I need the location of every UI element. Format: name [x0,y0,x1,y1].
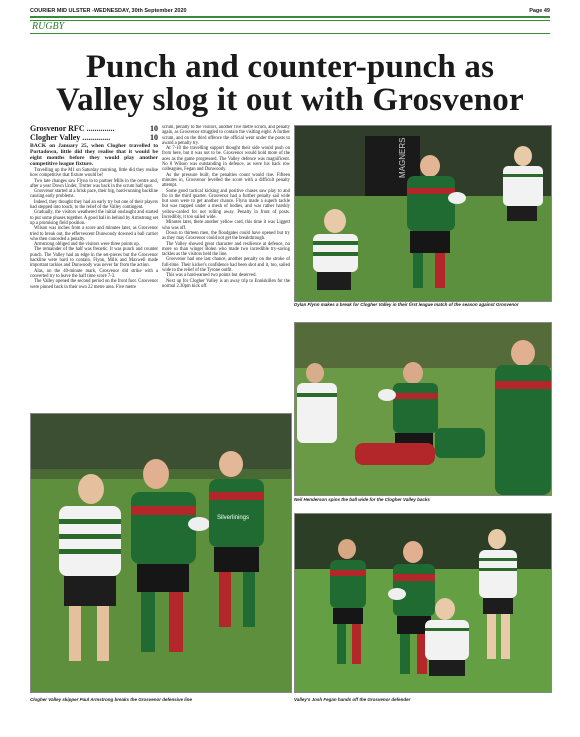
article-lead: BACK on January 25, when Clogher travelled to Portadown, little did they realise that it would be eight months before they would play another competitive league fixture. [30,143,158,167]
article-paragraph: This was a hard-earned two points but deserved. [166,273,257,279]
section-banner [30,20,550,34]
article-paragraph: Grosvenor started at a brisk pace, their big, hard-running backline causing early problems. [30,189,158,200]
article-paragraph: As the pressure built, the penalties count would rise. Fifteen minutes in, Grosvenor levelled the score with a difficult penalty attempt. [162,172,290,189]
photo-henderson-pass [294,322,552,496]
publication-date: COURIER MID ULSTER -WEDNESDAY, 30th September 2020 [30,8,187,14]
caption-flynn: Dylan Flynn makes a break for Clogher Valley in their first league match of the season against Grosvenor [294,302,519,307]
caption-fegan: Valley's Josh Fegan hands off the Grosvenor defender [294,697,411,702]
photo-fegan-handoff-image [295,514,551,692]
article-paragraph: scrum, penalty to the visitors, another five metre scrum, and penalty again, as Grosvenor struggled to contain the visiting eight. A further scrum, and on the third offence the official went under the posts to award a penalty try. [162,125,290,146]
photo-fegan-handoff [294,513,552,693]
article-paragraph: Armstrong obliged and the visitors were three points up. [34,242,140,248]
article-paragraph: Wilson was inches from a score and minutes later, as Grosvenor tried to break out, the effervescent Dunwoody downed a ball carrier who then conceded a penalty. [30,226,158,242]
shirt-sponsor-text: Silverlinings [217,515,250,521]
article-paragraph: The Valley showed great character and resilience at defence, no more so than winger Bolen who made two incredible try-saving tackles as the visitors held the line. [162,241,290,258]
article-paragraph: Minutes later, there another yellow card, this time it was Liggett who was off. [162,220,290,231]
page-header [30,6,550,16]
article-paragraph: Two late changes saw Flynn in to partner Mills in the centre and, after a year Down Under, Trotter was back in the scrum half spot. [30,178,158,189]
article-paragraph: Gradually, the visitors weathered the initial onslaught and started to put some phases together. A good ball in behind by Armstrong set up a promising field position. [30,210,158,226]
caption-armstrong: Clogher Valley skipper Paul Armstrong breaks the Grosvenor defensive line [30,697,192,702]
away-score: 10 [150,132,158,142]
photo-flynn-break-image [295,126,551,301]
article-column-1 [30,143,158,413]
article-paragraph: The Valley opened the second period on the front foot. Grosvenor were pinned back in their own 22 metre area. Five metre [30,279,158,290]
header-rule [30,16,550,18]
score-box [30,125,158,142]
caption-henderson: Neil Henderson spins the ball wide for the Clogher Valley backs [294,497,430,502]
away-team: Clogher Valley .............. [30,132,111,142]
article-paragraph: The remainder of the half was frenetic. It was punch and counter punch. The Valley had an edge in the set-pieces but the Grosvenor backline were hard to contain. Flynn, Mills and Maxwell made important tackles and Dunwoody was never far from the action. [30,247,158,269]
article-paragraph: Alas, on the 40-minute mark, Grosvenor did strike with a converted try to leave the half time score 7-3. [30,268,158,279]
article-paragraph: Some good tactical kicking and positive chases saw play to and fro in the third quarter. Grosvenor had a further penalty sail wide but soon were to get another chance. Flynn made a superb tackle but was trapped under a mesh of bodies, and was rather harshly yellow-carded for not rolling away. Penalty in front of posts. Incredibly, it too sailed wide. [162,188,290,221]
photo-flynn-break [294,125,552,302]
photo-henderson-pass-image [295,323,551,495]
article-paragraph: Indeed, they thought they had an early try but one of their players had stepped into touch, to the relief of the Valley contingent. [30,199,158,211]
home-team: Grosvenor RFC .............. [30,124,115,133]
article-paragraph: Down to thirteen men, the floodgates could have opened but try as they may Grosvenor could not get the breakthrough. [162,230,290,242]
article-paragraph: Grosvenor had one last chance, another penalty on the stroke of full-time. Their kicker's confidence had been shot and it, too, sailed wide to the relief of the Tyrone outfit. [162,257,290,274]
photo-armstrong-break [30,413,292,693]
article-paragraph: Travelling up the M1 on Saturday morning, little did they realise how competitive that fixture would be! [30,168,158,179]
headline-line-1: Punch and counter-punch as [85,49,495,85]
banner-text: MAGNERS [398,137,407,178]
section-label: RUGBY [32,21,65,32]
headline [30,51,550,117]
score-row-away [30,134,158,143]
photo-armstrong-break-image [31,414,291,692]
article-paragraph: At 7-10 the travelling support thought their side would push on from here, but it was not to be. Grosvenor would hold more of the aces as the game progressed. The Valley defence was magnificent. No 8 Wilson was outstanding in defence, as were his back row colleagues, Fegan and Dunwoody. [162,146,290,173]
page-number: Page 49 [529,8,550,14]
article-column-2 [162,125,290,413]
article-paragraph: Next up for Clogher Valley is an away trip to Enniskillen for the normal 2.30pm kick off. [162,278,290,289]
headline-line-2: Valley slog it out with Grosvenor [56,82,524,118]
home-score: 10 [150,124,158,133]
